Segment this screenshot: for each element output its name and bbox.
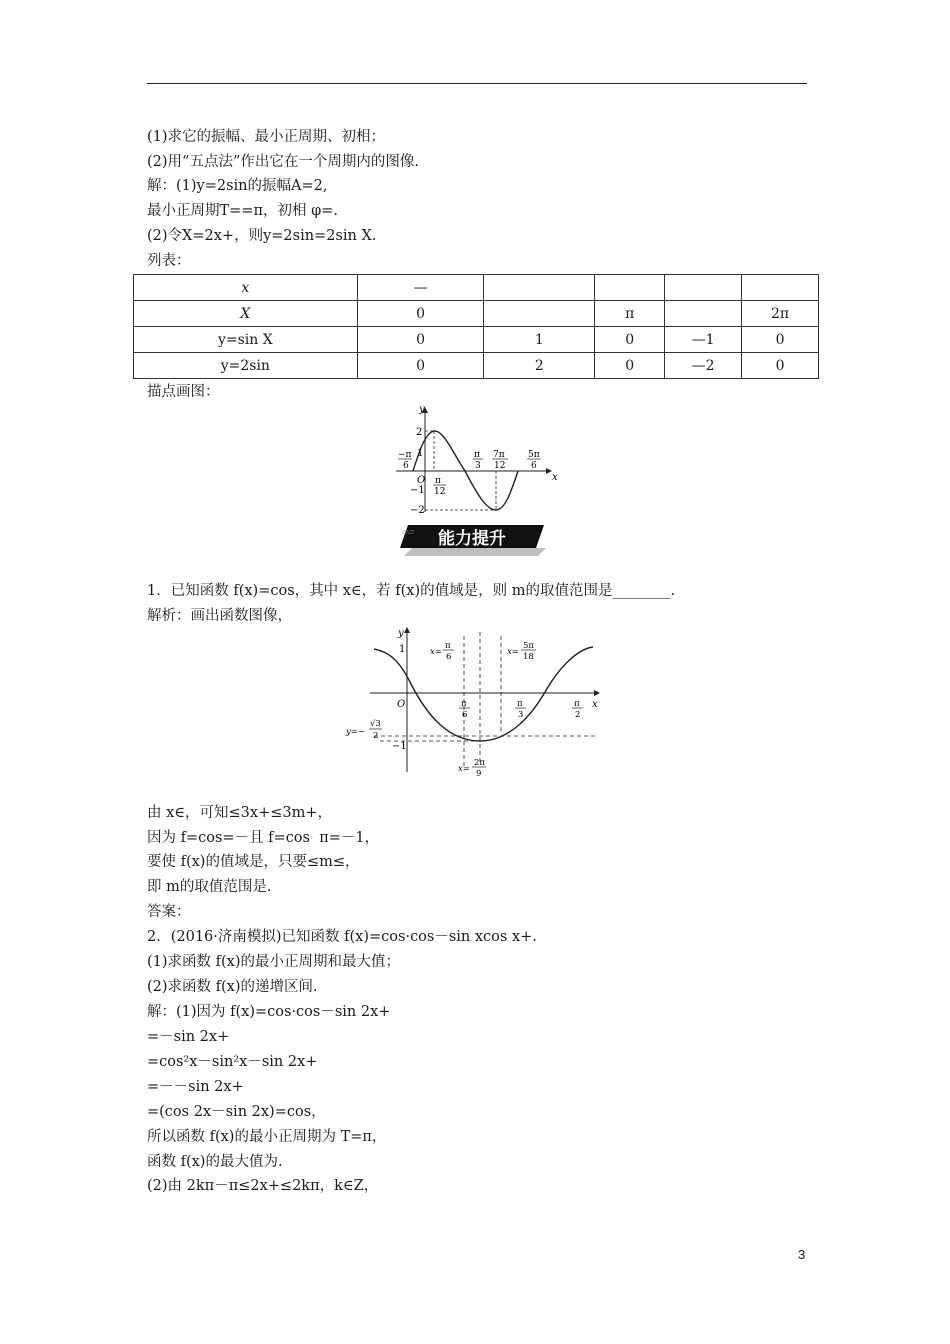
table-cell: 0	[595, 327, 665, 353]
table-cell: 0	[742, 327, 819, 353]
text-line: 列表：	[147, 253, 191, 269]
origin-label: O	[417, 475, 426, 486]
fraction-den: 6	[403, 461, 409, 471]
fraction-num: π	[461, 699, 467, 709]
tick-label: 1	[399, 644, 406, 655]
tick-pi-6	[459, 699, 470, 720]
x-axis-label: x	[592, 699, 598, 710]
fraction-num: 7π	[493, 450, 505, 460]
five-point-table	[133, 274, 819, 379]
text-line: 函数 f(x)的最大值为.	[147, 1154, 283, 1170]
text-line: =－sin 2x+	[147, 1029, 230, 1045]
describe-label: 描点画图：	[147, 384, 220, 400]
fraction-den: 12	[434, 487, 446, 497]
table-cell: —	[357, 275, 484, 301]
fraction-num: π	[435, 476, 441, 486]
text-line: (2)令X=2x+，则y=2sin=2sin X.	[147, 228, 377, 244]
table-cell: 0	[357, 327, 484, 353]
fraction-den: 6	[446, 652, 452, 662]
y-axis-label: y	[419, 404, 425, 415]
fraction-den: 2	[373, 731, 379, 741]
text-line: (1)求它的振幅、最小正周期、初相；	[147, 129, 386, 145]
label-x-pi-6	[430, 641, 454, 662]
label-x-2pi-9	[458, 758, 486, 779]
fraction-den: 2	[575, 710, 581, 720]
fraction-den: 3	[475, 461, 481, 471]
table-cell	[484, 275, 595, 301]
tick-label: −1	[410, 485, 425, 496]
tick-label: −2	[410, 505, 425, 516]
table-row	[134, 353, 819, 379]
text-line: 2．(2016·济南模拟)已知函数 f(x)=cos·cos－sin xcos x+.	[147, 929, 537, 945]
table-cell: 2π	[742, 301, 819, 327]
label-y-neg-sqrt3-2	[345, 719, 382, 741]
tick-label: 1	[417, 448, 424, 459]
table-row	[134, 327, 819, 353]
text-line: =(cos 2x－sin 2x)=cos，	[147, 1104, 326, 1120]
fraction-num: 5π	[523, 641, 534, 651]
table-cell: π	[595, 301, 665, 327]
analysis-text: 解析：画出函数图像，	[147, 608, 292, 624]
table-cell: x	[134, 275, 358, 301]
label-x-5pi-18	[507, 641, 536, 662]
text-line: (1)求函数 f(x)的最小正周期和最大值；	[147, 954, 401, 970]
tick-7pi-12	[492, 450, 508, 471]
tick-pi-3	[515, 699, 526, 720]
problem-1-text: 1．已知函数 f(x)=cos，其中 x∈，若 f(x)的值域是，则 m的取值范围是________.	[147, 583, 676, 599]
fraction-den: 6	[531, 461, 537, 471]
section-banner	[398, 522, 550, 556]
tick-neg-pi-6	[398, 450, 412, 471]
text-line: (2)由 2kπ－π≤2x+≤2kπ，k∈Z，	[147, 1178, 379, 1194]
fraction-num: π	[474, 450, 480, 460]
banner-deco-icon: ▱▱	[402, 527, 415, 536]
text-line: (2)用“五点法”作出它在一个周期内的图像.	[147, 154, 419, 170]
table-cell: 0	[595, 353, 665, 379]
label-text: x=	[430, 647, 442, 657]
table-cell	[665, 275, 742, 301]
text-line: 最小正周期T==π，初相 φ=.	[147, 203, 339, 219]
fraction-num: 2π	[474, 758, 485, 768]
fraction-num: √3	[370, 719, 381, 729]
table-cell: 0	[357, 353, 484, 379]
tick-label: −1	[392, 741, 407, 752]
cosine-graph-2	[340, 622, 608, 784]
table-cell	[595, 275, 665, 301]
fraction-num: 5π	[528, 450, 540, 460]
fraction-num: π	[517, 699, 523, 709]
origin-label: O	[397, 699, 406, 710]
tick-label: 2	[416, 427, 423, 438]
banner-title: 能力提升	[438, 529, 506, 549]
table-cell	[484, 301, 595, 327]
fraction-den: 18	[523, 652, 534, 662]
fraction-num: π	[445, 641, 451, 651]
text-line: 解：(1)因为 f(x)=cos·cos－sin 2x+	[147, 1004, 391, 1020]
sine-graph-1	[388, 400, 563, 518]
text-line: 要使 f(x)的值域是，只要≤m≤，	[147, 854, 360, 870]
text-line: =cos²x－sin²x－sin 2x+	[147, 1054, 318, 1070]
fraction-den: 3	[518, 710, 524, 720]
y-axis-label: y	[398, 628, 404, 639]
table-cell: 0	[742, 353, 819, 379]
tick-pi-2	[572, 699, 583, 720]
table-row	[134, 301, 819, 327]
table-cell: 1	[484, 327, 595, 353]
text-line: =－－sin 2x+	[147, 1079, 244, 1095]
table-cell: y=sin X	[134, 327, 358, 353]
table-cell: 0	[357, 301, 484, 327]
page-number: 3	[798, 1247, 806, 1262]
text-line: 解：(1)y=2sin的振幅A=2,	[147, 178, 328, 194]
fraction-den: 6	[462, 710, 468, 720]
label-text: x=	[458, 764, 470, 774]
tick-pi-12	[433, 476, 446, 497]
fraction-den: 12	[494, 461, 506, 471]
table-cell	[742, 275, 819, 301]
text-line: 由 x∈，可知≤3x+≤3m+，	[147, 805, 332, 821]
text-line: 因为 f=cos=－且 f=cos π=－1，	[147, 830, 380, 846]
label-text: x=	[507, 647, 519, 657]
table-row	[134, 275, 819, 301]
table-cell: —2	[665, 353, 742, 379]
text-line: 所以函数 f(x)的最小正周期为 T=π，	[147, 1129, 387, 1145]
fraction-den: 9	[476, 769, 482, 779]
x-axis-label: x	[552, 472, 558, 483]
table-cell	[665, 301, 742, 327]
tick-5pi-6	[527, 450, 541, 471]
text-line: 即 m的取值范围是.	[147, 879, 272, 895]
header-rule	[147, 83, 807, 84]
fraction-num: π	[574, 699, 580, 709]
label-text: y=−	[346, 727, 366, 737]
table-cell: 2	[484, 353, 595, 379]
fraction-num: −π	[398, 450, 412, 460]
tick-pi-3	[473, 450, 483, 471]
table-cell: —1	[665, 327, 742, 353]
table-cell: y=2sin	[134, 353, 358, 379]
table-cell: X	[134, 301, 358, 327]
text-line: (2)求函数 f(x)的递增区间.	[147, 979, 318, 995]
text-line: 答案：	[147, 904, 191, 920]
